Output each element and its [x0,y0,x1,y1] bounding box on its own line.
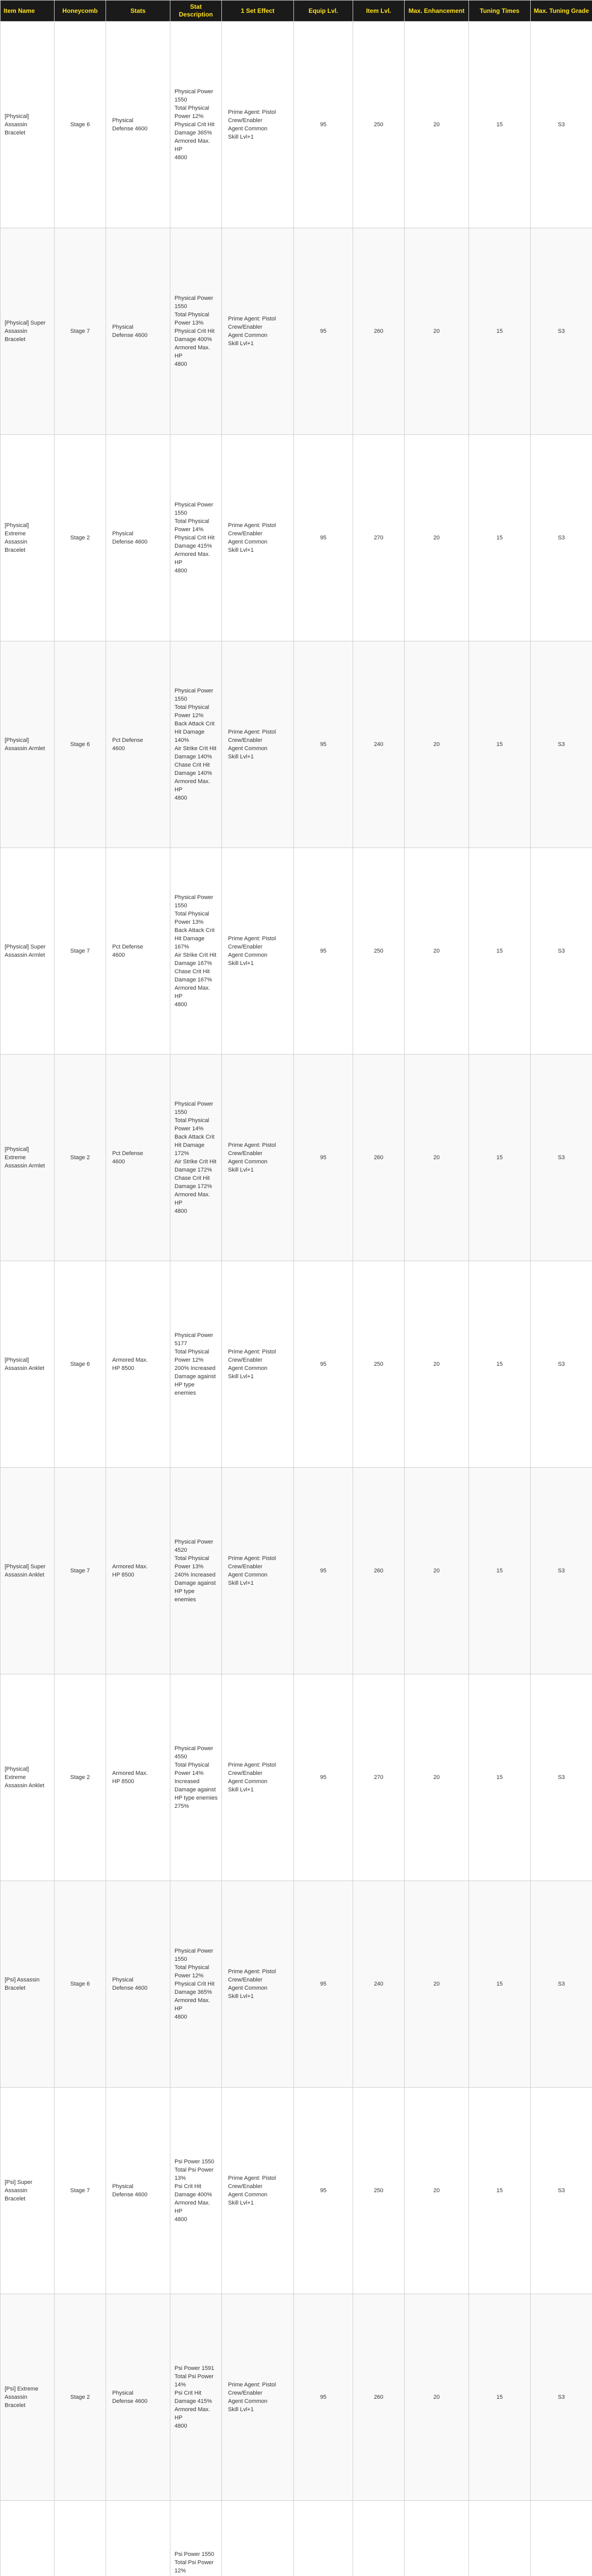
cell-honeycomb-text: Stage 7 [70,2188,90,2194]
cell-equip-lvl-text: 95 [320,1155,327,1161]
table-row [1,641,592,848]
cell-equip-lvl-text: 95 [320,948,327,954]
cell-equip-lvl-text: 95 [320,1361,327,1367]
cell-item-name-text: [Psi] Super Assassin Bracelet [5,2179,32,2202]
cell-item-lvl [353,2088,405,2294]
cell-equip-lvl [294,22,353,228]
cell-tuning-times [469,2088,531,2294]
table-body [1,22,592,2576]
cell-item-name [1,435,55,641]
cell-equip-lvl [294,2501,353,2576]
col-header-max-tuning-grade: Max. Tuning Grade [531,1,592,22]
cell-set-effect-text: Prime Agent: Pistol Crew/Enabler Agent Common Skill Lvl+1 [228,522,276,553]
cell-item-name-text: [Physical] Super Assassin Anklet [5,1564,46,1578]
cell-honeycomb [55,2501,106,2576]
cell-set-effect [222,228,294,435]
cell-set-effect [222,1881,294,2088]
cell-stats-text: Physical Defense 4600 [112,531,148,545]
cell-honeycomb-text: Stage 6 [70,1981,90,1987]
cell-stat-description-text: Psi Power 1550 Total Psi Power 13% Psi Crit Hit Damage 400% Armored Max. HP 4800 [175,2159,215,2223]
cell-honeycomb-text: Stage 7 [70,1568,90,1574]
cell-set-effect-text: Prime Agent: Pistol Crew/Enabler Agent Common Skill Lvl+1 [228,2382,276,2413]
cell-tuning-times-text: 15 [496,2188,503,2194]
cell-tuning-times-text: 15 [496,328,503,334]
table-row [1,2088,592,2294]
cell-item-lvl-text: 260 [374,1155,384,1161]
cell-stat-description-text: Physical Power 5177 Total Physical Power 12% 200% Increased Damage against HP type enemies [175,1332,216,1396]
cell-stats [106,435,170,641]
col-header-max-enhancement: Max. Enhancement [405,1,469,22]
cell-stats [106,1261,170,1468]
cell-max-tuning-grade [531,22,592,228]
table-row [1,1261,592,1468]
cell-item-lvl [353,22,405,228]
col-header-honeycomb: Honeycomb [55,1,106,22]
cell-honeycomb [55,1881,106,2088]
cell-item-name [1,1468,55,1674]
cell-equip-lvl [294,1674,353,1881]
cell-max-enhancement-text: 20 [433,741,440,748]
cell-set-effect [222,2294,294,2501]
cell-stat-description-text: Physical Power 4550 Total Physical Power 14% Increased Damage against HP type enemies 275% [175,1745,218,1809]
cell-stat-description-text: Physical Power 4520 Total Physical Power 13% 240% Increased Damage against HP type enemies [175,1539,216,1603]
cell-stats-text: Armored Max. HP 8500 [112,1564,148,1578]
cell-stats [106,2088,170,2294]
cell-tuning-times-text: 15 [496,2394,503,2400]
cell-max-tuning-grade-text: S3 [558,328,565,334]
cell-stat-description-text: Physical Power 1550 Total Physical Power 12% Back Attack Crit Hit Damage 140% Air Strike Crit Hit Damage 140% Chase Crit Hit Damage 140% Armored Max. HP 4800 [175,688,217,801]
cell-stats-text: Physical Defense 4600 [112,324,148,338]
cell-equip-lvl [294,1261,353,1468]
cell-stats-text: Physical Defense 4600 [112,117,148,132]
cell-max-tuning-grade [531,1055,592,1261]
cell-set-effect-text: Prime Agent: Pistol Crew/Enabler Agent Common Skill Lvl+1 [228,1349,276,1380]
cell-stat-description [170,1674,222,1881]
cell-set-effect [222,641,294,848]
cell-stats [106,228,170,435]
cell-max-enhancement-text: 20 [433,1568,440,1574]
cell-equip-lvl [294,2088,353,2294]
cell-item-name-text: [Psi] Extreme Assassin Bracelet [5,2386,39,2409]
cell-stat-description-text: Physical Power 1550 Total Physical Power 13% Physical Crit Hit Damage 400% Armored Max. HP 4800 [175,295,215,367]
cell-honeycomb [55,1055,106,1261]
cell-tuning-times [469,1881,531,2088]
cell-item-lvl-text: 260 [374,328,384,334]
cell-stat-description [170,2501,222,2576]
cell-stats-text: Pct Defense 4600 [112,1150,143,1165]
cell-tuning-times [469,435,531,641]
cell-equip-lvl-text: 95 [320,122,327,128]
col-header-tuning-times: Tuning Times [469,1,531,22]
cell-max-enhancement [405,1468,469,1674]
cell-max-enhancement-text: 20 [433,1774,440,1781]
cell-max-tuning-grade [531,2501,592,2576]
cell-set-effect [222,1468,294,1674]
cell-max-tuning-grade [531,641,592,848]
cell-equip-lvl-text: 95 [320,2188,327,2194]
cell-equip-lvl-text: 95 [320,1981,327,1987]
cell-set-effect-text: Prime Agent: Pistol Crew/Enabler Agent Common Skill Lvl+1 [228,1142,276,1173]
cell-set-effect [222,1261,294,1468]
cell-stats [106,1674,170,1881]
cell-equip-lvl-text: 95 [320,328,327,334]
cell-set-effect-text: Prime Agent: Pistol Crew/Enabler Agent Common Skill Lvl+1 [228,729,276,760]
cell-honeycomb-text: Stage 7 [70,328,90,334]
cell-equip-lvl [294,1881,353,2088]
cell-max-tuning-grade-text: S3 [558,535,565,541]
cell-stat-description [170,2294,222,2501]
cell-item-lvl-text: 240 [374,1981,384,1987]
cell-stats-text: Physical Defense 4600 [112,2183,148,2198]
cell-set-effect [222,1055,294,1261]
cell-tuning-times-text: 15 [496,1774,503,1781]
cell-stat-description [170,1261,222,1468]
cell-max-enhancement [405,2501,469,2576]
cell-item-name-text: [Physical] Assassin Bracelet [5,113,29,136]
cell-max-enhancement [405,1261,469,1468]
cell-tuning-times [469,2294,531,2501]
cell-item-lvl [353,641,405,848]
cell-tuning-times-text: 15 [496,122,503,128]
table-row [1,1881,592,2088]
cell-stat-description [170,2088,222,2294]
cell-stats [106,1055,170,1261]
cell-item-name-text: [Physical] Extreme Assassin Bracelet [5,522,29,553]
cell-item-lvl [353,2501,405,2576]
table-row [1,435,592,641]
cell-stat-description [170,22,222,228]
cell-set-effect-text: Prime Agent: Pistol Crew/Enabler Agent Common Skill Lvl+1 [228,109,276,140]
cell-max-tuning-grade-text: S3 [558,1568,565,1574]
cell-tuning-times [469,2501,531,2576]
cell-tuning-times [469,1468,531,1674]
cell-equip-lvl [294,2294,353,2501]
cell-item-name [1,848,55,1055]
cell-item-lvl-text: 240 [374,741,384,748]
cell-stat-description-text: Physical Power 1550 Total Physical Power 14% Back Attack Crit Hit Damage 172% Air Strike Crit Hit Damage 172% Chase Crit Hit Damage 172% Armored Max. HP 4800 [175,1101,217,1214]
cell-honeycomb [55,228,106,435]
cell-item-name [1,1055,55,1261]
cell-honeycomb-text: Stage 6 [70,741,90,748]
cell-tuning-times-text: 15 [496,1568,503,1574]
cell-honeycomb [55,1468,106,1674]
cell-honeycomb [55,435,106,641]
cell-stats-text: Physical Defense 4600 [112,2390,148,2404]
cell-honeycomb [55,1674,106,1881]
cell-item-name-text: [Physical] Extreme Assassin Armlet [5,1146,45,1169]
cell-honeycomb [55,1261,106,1468]
cell-stat-description [170,1881,222,2088]
cell-item-lvl [353,848,405,1055]
cell-tuning-times-text: 15 [496,1361,503,1367]
cell-item-lvl [353,1881,405,2088]
cell-item-name [1,228,55,435]
cell-max-enhancement-text: 20 [433,948,440,954]
cell-stat-description-text: Physical Power 1550 Total Physical Power 14% Physical Crit Hit Damage 415% Armored Max. HP 4800 [175,502,215,574]
cell-stats-text: Armored Max. HP 8500 [112,1770,148,1785]
cell-item-lvl [353,1055,405,1261]
cell-equip-lvl-text: 95 [320,535,327,541]
cell-max-enhancement [405,228,469,435]
cell-max-enhancement-text: 20 [433,328,440,334]
cell-max-tuning-grade-text: S3 [558,1155,565,1161]
table-row [1,1674,592,1881]
cell-item-name [1,1261,55,1468]
table-header [1,1,592,22]
cell-set-effect-text: Prime Agent: Pistol Crew/Enabler Agent Common Skill Lvl+1 [228,1762,276,1793]
cell-tuning-times-text: 15 [496,1155,503,1161]
cell-honeycomb [55,641,106,848]
cell-honeycomb-text: Stage 2 [70,2394,90,2400]
cell-item-lvl [353,1261,405,1468]
cell-item-name-text: [Physical] Super Assassin Bracelet [5,320,46,343]
cell-equip-lvl-text: 95 [320,2394,327,2400]
cell-max-enhancement-text: 20 [433,535,440,541]
col-header-stat-description: Stat Description [170,1,222,22]
cell-tuning-times [469,641,531,848]
cell-stat-description [170,848,222,1055]
cell-item-lvl [353,435,405,641]
cell-equip-lvl [294,228,353,435]
cell-item-name [1,2501,55,2576]
cell-stat-description-text: Psi Power 1550 Total Psi Power 12% [175,2551,215,2574]
cell-item-name [1,1881,55,2088]
cell-set-effect [222,435,294,641]
cell-honeycomb-text: Stage 2 [70,535,90,541]
cell-max-enhancement [405,1055,469,1261]
cell-max-tuning-grade-text: S3 [558,741,565,748]
cell-honeycomb-text: Stage 6 [70,1361,90,1367]
cell-set-effect-text: Prime Agent: Pistol Crew/Enabler Agent Common Skill Lvl+1 [228,2175,276,2206]
cell-item-name [1,22,55,228]
col-header-stats: Stats [106,1,170,22]
cell-stats-text: Armored Max. HP 8500 [112,1357,148,1371]
cell-max-tuning-grade [531,1468,592,1674]
col-header-item-name: Item Name [1,1,55,22]
cell-max-enhancement-text: 20 [433,2394,440,2400]
cell-equip-lvl [294,848,353,1055]
cell-max-enhancement [405,435,469,641]
cell-item-lvl-text: 260 [374,1568,384,1574]
cell-equip-lvl-text: 95 [320,741,327,748]
cell-max-tuning-grade [531,435,592,641]
cell-item-name-text: [Physical] Assassin Anklet [5,1357,45,1371]
cell-item-lvl-text: 250 [374,122,384,128]
table-row [1,1055,592,1261]
cell-tuning-times [469,228,531,435]
cell-set-effect-text: Prime Agent: Pistol Crew/Enabler Agent Common Skill Lvl+1 [228,936,276,967]
cell-max-tuning-grade [531,1261,592,1468]
cell-stat-description-text: Psi Power 1591 Total Psi Power 14% Psi Crit Hit Damage 415% Armored Max. HP 4800 [175,2365,215,2429]
cell-item-lvl-text: 270 [374,1774,384,1781]
cell-stats [106,641,170,848]
cell-set-effect [222,2501,294,2576]
cell-max-enhancement [405,2088,469,2294]
cell-stat-description [170,641,222,848]
cell-item-lvl-text: 250 [374,948,384,954]
cell-item-lvl [353,1674,405,1881]
cell-stats-text: Physical Defense 4600 [112,1977,148,1991]
cell-honeycomb-text: Stage 6 [70,122,90,128]
cell-stats-text: Pct Defense 4600 [112,944,143,958]
cell-max-tuning-grade-text: S3 [558,122,565,128]
cell-tuning-times-text: 15 [496,535,503,541]
cell-max-enhancement [405,2294,469,2501]
cell-max-tuning-grade [531,848,592,1055]
table-row [1,1468,592,1674]
col-header-set-effect: 1 Set Effect [222,1,294,22]
table-row [1,2294,592,2501]
cell-stat-description [170,1055,222,1261]
cell-stats [106,848,170,1055]
cell-item-name-text: [Psi] Assassin Bracelet [5,1977,40,1991]
cell-max-tuning-grade [531,1674,592,1881]
cell-equip-lvl-text: 95 [320,1568,327,1574]
cell-equip-lvl [294,1468,353,1674]
cell-set-effect [222,2088,294,2294]
cell-max-enhancement [405,848,469,1055]
cell-stats [106,1468,170,1674]
cell-honeycomb [55,2088,106,2294]
cell-item-name [1,2294,55,2501]
cell-max-tuning-grade-text: S3 [558,2394,565,2400]
cell-max-tuning-grade-text: S3 [558,1774,565,1781]
cell-item-name [1,2088,55,2294]
cell-item-lvl [353,228,405,435]
cell-item-name [1,641,55,848]
cell-stat-description [170,435,222,641]
cell-item-name-text: [Physical] Extreme Assassin Anklet [5,1766,45,1789]
cell-item-lvl-text: 260 [374,2394,384,2400]
cell-max-tuning-grade-text: S3 [558,948,565,954]
cell-stats [106,22,170,228]
table-row [1,228,592,435]
cell-tuning-times [469,1055,531,1261]
cell-set-effect-text: Prime Agent: Pistol Crew/Enabler Agent Common Skill Lvl+1 [228,1555,276,1586]
cell-item-lvl-text: 270 [374,535,384,541]
cell-max-tuning-grade [531,1881,592,2088]
cell-stats-text: Pct Defense 4600 [112,737,143,752]
table-row [1,848,592,1055]
cell-max-tuning-grade [531,2088,592,2294]
cell-tuning-times [469,848,531,1055]
cell-stat-description [170,228,222,435]
cell-tuning-times [469,22,531,228]
col-header-item-lvl: Item Lvl. [353,1,405,22]
cell-equip-lvl [294,1055,353,1261]
cell-tuning-times [469,1674,531,1881]
cell-max-enhancement-text: 20 [433,122,440,128]
cell-set-effect [222,22,294,228]
cell-item-lvl [353,2294,405,2501]
table-row [1,22,592,228]
table-row [1,2501,592,2576]
cell-max-enhancement [405,1674,469,1881]
cell-max-tuning-grade-text: S3 [558,2188,565,2194]
cell-max-tuning-grade [531,2294,592,2501]
cell-max-enhancement-text: 20 [433,1361,440,1367]
cell-item-lvl [353,1468,405,1674]
col-header-equip-lvl: Equip Lvl. [294,1,353,22]
cell-tuning-times-text: 15 [496,948,503,954]
cell-honeycomb-text: Stage 2 [70,1774,90,1781]
cell-tuning-times [469,1261,531,1468]
cell-set-effect [222,848,294,1055]
cell-stats [106,1881,170,2088]
cell-stat-description [170,1468,222,1674]
cell-item-lvl-text: 250 [374,2188,384,2194]
cell-stat-description-text: Physical Power 1550 Total Physical Power 12% Physical Crit Hit Damage 365% Armored Max. HP 4800 [175,89,215,161]
cell-honeycomb-text: Stage 2 [70,1155,90,1161]
cell-honeycomb [55,22,106,228]
cell-max-enhancement [405,22,469,228]
cell-stat-description-text: Physical Power 1550 Total Physical Power 13% Back Attack Crit Hit Damage 167% Air Strike Crit Hit Damage 167% Chase Crit Hit Damage 167% Armored Max. HP 4800 [175,894,217,1008]
cell-honeycomb-text: Stage 7 [70,948,90,954]
cell-set-effect-text: Prime Agent: Pistol Crew/Enabler Agent Common Skill Lvl+1 [228,1969,276,1999]
cell-honeycomb [55,848,106,1055]
cell-item-name-text: [Physical] Assassin Armlet [5,737,45,752]
cell-max-tuning-grade-text: S3 [558,1361,565,1367]
cell-max-tuning-grade [531,228,592,435]
cell-honeycomb [55,2294,106,2501]
cell-item-name-text: [Physical] Super Assassin Armlet [5,944,46,958]
cell-item-name [1,1674,55,1881]
cell-tuning-times-text: 15 [496,741,503,748]
cell-max-enhancement-text: 20 [433,2188,440,2194]
cell-max-enhancement-text: 20 [433,1981,440,1987]
cell-max-enhancement [405,1881,469,2088]
cell-set-effect [222,1674,294,1881]
cell-stat-description-text: Physical Power 1550 Total Physical Power 12% Physical Crit Hit Damage 365% Armored Max. HP 4800 [175,1948,215,2020]
cell-set-effect-text: Prime Agent: Pistol Crew/Enabler Agent Common Skill Lvl+1 [228,316,276,347]
cell-max-enhancement [405,641,469,848]
cell-max-tuning-grade-text: S3 [558,1981,565,1987]
cell-max-enhancement-text: 20 [433,1155,440,1161]
cell-equip-lvl [294,641,353,848]
cell-stats [106,2501,170,2576]
cell-tuning-times-text: 15 [496,1981,503,1987]
cell-stats [106,2294,170,2501]
cell-equip-lvl-text: 95 [320,1774,327,1781]
cell-equip-lvl [294,435,353,641]
cell-item-lvl-text: 250 [374,1361,384,1367]
